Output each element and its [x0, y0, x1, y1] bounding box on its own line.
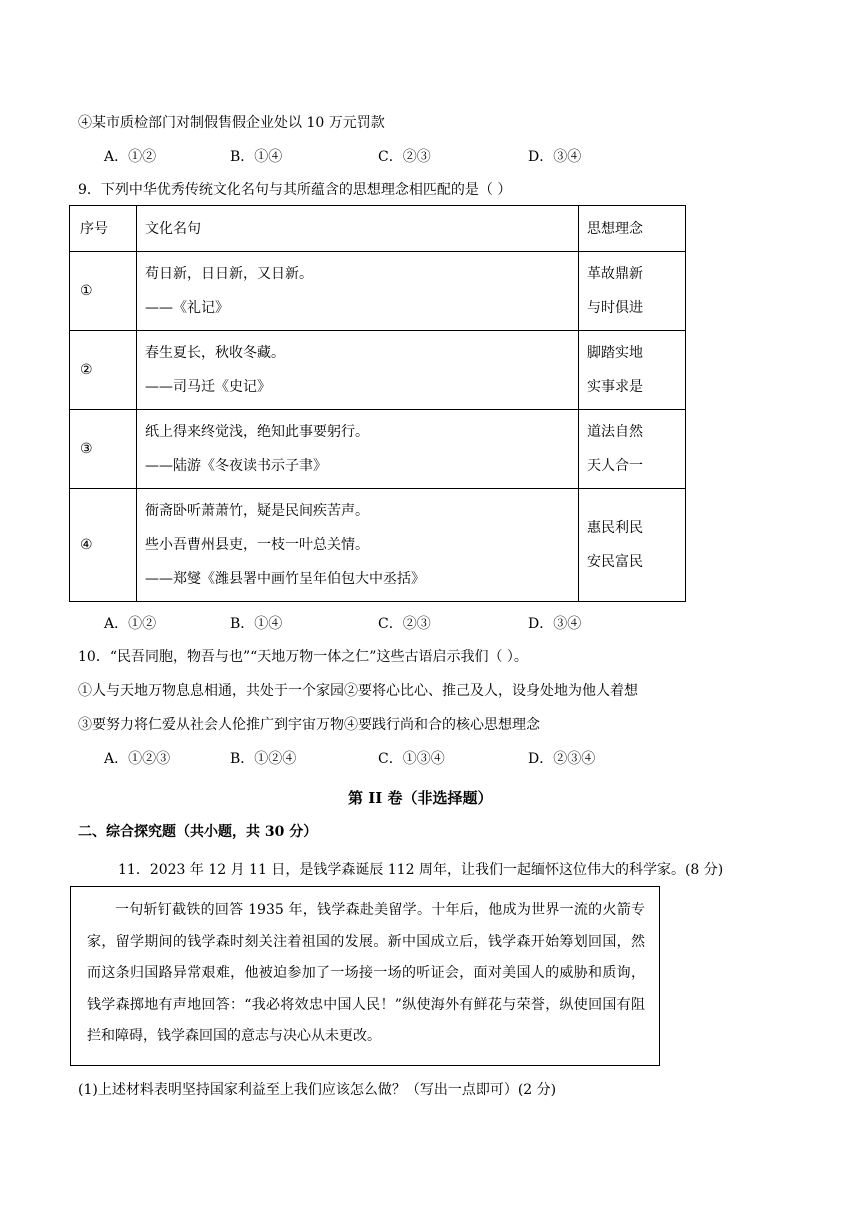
table-row — [70, 331, 686, 410]
q8-item-4: ④某市质检部门对制假售假企业处以 10 万元罚款 — [78, 115, 385, 131]
row-idea — [579, 252, 686, 331]
quote-source: ——《礼记》 — [145, 300, 229, 316]
header-number: 序号 — [70, 206, 137, 252]
q9-quote-table — [69, 205, 686, 602]
quote-line: 苟日新，日日新，又日新。 — [145, 266, 313, 282]
idea-line: 惠民利民 — [587, 520, 643, 536]
q9-option-c[interactable]: C．②③ — [378, 616, 431, 632]
q10-items-1: ①人与天地万物息息相通，共处于一个家园②要将心比心、推己及人，设身处地为他人着想 — [78, 683, 638, 699]
quote-line: 纸上得来终觉浅，绝知此事要躬行。 — [145, 424, 369, 440]
table-row — [70, 410, 686, 489]
q10-option-c[interactable]: C．①③④ — [378, 751, 445, 767]
q11-material-text: 一句斩钉截铁的回答 1935 年，钱学森赴美留学。十年后，他成为世界一流的火箭专家，留学期间的钱学森时刻关注着祖国的发展。新中国成立后，钱学森开始筹划回国，然而这条归国路异常艰难，他被迫参加了一场接一场的听证会，面对美国人的威胁和质询，钱学森掷地有声地回答：“我必将效忠中国人民！”纵使海外有鲜花与荣誉，纵使回国有阻拦和障碍，钱学森回国的意志与决心从未更改。 — [87, 902, 645, 1044]
q8-options — [104, 146, 664, 166]
row-quote — [137, 410, 579, 489]
q8-option-d[interactable]: D．③④ — [528, 149, 582, 165]
row-quote — [137, 331, 579, 410]
row-quote — [137, 252, 579, 331]
row-number: ① — [70, 252, 137, 331]
q8-option-c[interactable]: C．②③ — [378, 149, 431, 165]
quote-line: 春生夏长，秋收冬藏。 — [145, 345, 285, 361]
q9-stem: 9．下列中华优秀传统文化名句与其所蕴含的思想理念相匹配的是（ ） — [78, 182, 512, 198]
idea-line: 脚踏实地 — [587, 345, 643, 361]
q10-items-2: ③要努力将仁爱从社会人伦推广到宇宙万物④要践行尚和合的核心思想理念 — [78, 717, 540, 733]
header-idea: 思想理念 — [579, 206, 686, 252]
idea-line: 天人合一 — [587, 458, 643, 474]
row-idea — [579, 331, 686, 410]
q8-option-b[interactable]: B．①④ — [230, 149, 283, 165]
row-quote — [137, 489, 579, 602]
q8-option-a[interactable]: A．①② — [104, 149, 157, 165]
idea-line: 与时俱进 — [587, 300, 643, 316]
q10-option-d[interactable]: D．②③④ — [528, 751, 596, 767]
q9-option-a[interactable]: A．①② — [104, 616, 157, 632]
q9-option-d[interactable]: D．③④ — [528, 616, 582, 632]
part-2-title: 第 II 卷（非选择题） — [348, 789, 493, 807]
q11-sub-question-1: (1)上述材料表明坚持国家利益至上我们应该怎么做？（写出一点即可）(2 分) — [78, 1082, 557, 1098]
quote-source: ——郑燮《潍县署中画竹呈年伯包大中丞括》 — [145, 571, 425, 587]
table-row — [70, 252, 686, 331]
header-quote: 文化名句 — [137, 206, 579, 252]
q10-option-b[interactable]: B．①②④ — [230, 751, 297, 767]
q10-stem: 10．“民吾同胞，物吾与也”“天地万物一体之仁”这些古语启示我们（ ）。 — [78, 649, 528, 665]
idea-line: 道法自然 — [587, 424, 643, 440]
table-row — [70, 489, 686, 602]
q10-option-a[interactable]: A．①②③ — [104, 751, 171, 767]
row-idea — [579, 410, 686, 489]
row-number: ② — [70, 331, 137, 410]
q11-material-box — [70, 886, 660, 1066]
row-idea — [579, 489, 686, 602]
row-number: ④ — [70, 489, 137, 602]
table-header-row — [70, 206, 686, 252]
q11-stem: 11．2023 年 12 月 11 日，是钱学森诞辰 112 周年，让我们一起缅怀这位伟大的科学家。(8 分) — [118, 862, 724, 878]
idea-line: 安民富民 — [587, 554, 643, 570]
quote-line: 衙斋卧听萧萧竹，疑是民间疾苦声。 — [145, 503, 369, 519]
row-number: ③ — [70, 410, 137, 489]
q9-option-b[interactable]: B．①④ — [230, 616, 283, 632]
section-title: 二、综合探究题（共小题，共 30 分） — [78, 824, 318, 840]
quote-line: 些小吾曹州县吏，一枝一叶总关情。 — [145, 537, 369, 553]
q10-options — [104, 748, 664, 768]
idea-line: 革故鼎新 — [587, 266, 643, 282]
quote-source: ——陆游《冬夜读书示子聿》 — [145, 458, 327, 474]
q9-options — [104, 613, 664, 633]
quote-source: ——司马迁《史记》 — [145, 379, 271, 395]
idea-line: 实事求是 — [587, 379, 643, 395]
